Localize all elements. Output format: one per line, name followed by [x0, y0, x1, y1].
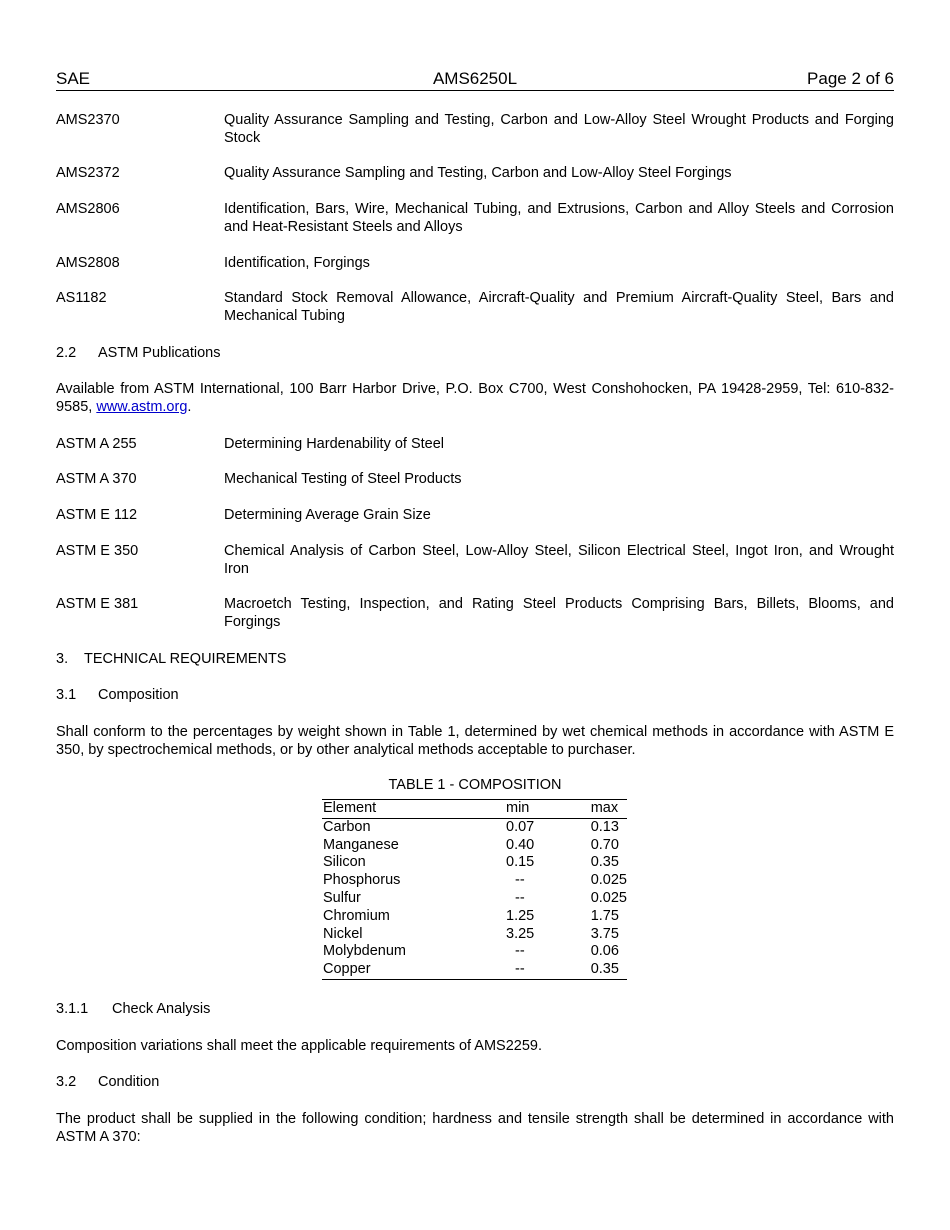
- min-cell: 0.07: [506, 818, 535, 835]
- composition-table: [322, 799, 627, 980]
- section-heading-3-1: [56, 686, 179, 704]
- reference-item: [56, 595, 894, 631]
- max-cell: 0.35: [590, 961, 619, 978]
- reference-title: Standard Stock Removal Allowance, Aircraft-Quality and Premium Aircraft-Quality Steel, Bars and Mechanical Tubing: [224, 290, 894, 324]
- element-cell: Phosphorus: [323, 872, 401, 889]
- reference-item: [56, 111, 894, 147]
- min-cell: 0.40: [506, 836, 535, 853]
- section-title: TECHNICAL REQUIREMENTS: [84, 651, 287, 667]
- reference-title: Determining Hardenability of Steel: [224, 436, 445, 452]
- table-row: [322, 961, 627, 979]
- reference-code: AMS2370: [56, 112, 120, 128]
- element-cell: Manganese: [323, 836, 399, 853]
- max-cell: 0.13: [590, 818, 619, 835]
- reference-title: Quality Assurance Sampling and Testing, Carbon and Low-Alloy Steel Wrought Products and Forging Stock: [224, 112, 894, 146]
- section-heading-2-2: [56, 344, 221, 362]
- check-analysis-paragraph: Composition variations shall meet the applicable requirements of AMS2259.: [56, 1038, 543, 1054]
- section-number: 3.: [56, 651, 69, 667]
- reference-title: Identification, Bars, Wire, Mechanical Tubing, and Extrusions, Carbon and Alloy Steels and Corrosion and Heat-Resistant Steels and Alloys: [224, 201, 894, 235]
- section-number: 3.2: [56, 1074, 77, 1090]
- table-row: [322, 872, 627, 890]
- max-cell: 0.06: [590, 943, 619, 960]
- section-title: Composition: [98, 687, 179, 703]
- reference-item: [56, 289, 894, 325]
- reference-code: AMS2806: [56, 201, 120, 217]
- astm-website-link[interactable]: www.astm.org: [96, 399, 188, 415]
- max-cell: 0.025: [590, 872, 627, 889]
- table-row: [322, 837, 627, 855]
- astm-address-text: Available from ASTM International, 100 Barr Harbor Drive, P.O. Box C700, West Conshohocken, PA 19428-2959, Tel: 610-832-9585,: [56, 381, 894, 415]
- table-row: [322, 926, 627, 944]
- reference-item: [56, 254, 894, 272]
- column-header-max: max: [591, 800, 627, 819]
- element-cell: Copper: [323, 961, 371, 978]
- table-row: [322, 908, 627, 926]
- reference-code: ASTM E 381: [56, 596, 139, 612]
- max-cell: 0.025: [590, 889, 627, 906]
- element-cell: Chromium: [323, 907, 390, 924]
- table-row: [322, 818, 627, 836]
- min-cell: --: [515, 872, 525, 889]
- section-heading-3-2: [56, 1073, 159, 1091]
- astm-address-tail: .: [187, 399, 192, 415]
- section-title: Condition: [98, 1074, 160, 1090]
- header-org: SAE: [56, 69, 91, 88]
- element-cell: Carbon: [323, 818, 371, 835]
- reference-code: ASTM E 350: [56, 543, 139, 559]
- max-cell: 3.75: [590, 925, 619, 942]
- section-heading-3-1-1: [56, 1000, 210, 1018]
- header-doc-number: AMS6250L: [432, 69, 518, 88]
- max-cell: 1.75: [590, 907, 619, 924]
- element-cell: Nickel: [323, 925, 363, 942]
- reference-code: ASTM A 370: [56, 471, 137, 487]
- reference-item: [56, 200, 894, 236]
- reference-item: [56, 542, 894, 578]
- min-cell: --: [515, 889, 525, 906]
- table-header-row: [322, 800, 627, 819]
- reference-title: Chemical Analysis of Carbon Steel, Low-Alloy Steel, Silicon Electrical Steel, Ingot Iron, and Wrought Iron: [224, 543, 894, 577]
- section-number: 2.2: [56, 345, 77, 361]
- reference-title: Determining Average Grain Size: [224, 507, 431, 523]
- reference-item: [56, 506, 894, 524]
- reference-title: Quality Assurance Sampling and Testing, Carbon and Low-Alloy Steel Forgings: [224, 165, 732, 181]
- section-number: 3.1: [56, 687, 77, 703]
- page-header: [56, 68, 894, 91]
- element-cell: Silicon: [323, 854, 366, 871]
- reference-code: ASTM A 255: [56, 436, 137, 452]
- reference-code: AMS2808: [56, 255, 120, 271]
- min-cell: 1.25: [506, 907, 535, 924]
- reference-code: ASTM E 112: [56, 507, 138, 523]
- section-number: 3.1.1: [56, 1001, 89, 1017]
- min-cell: --: [515, 943, 525, 960]
- reference-code: AMS2372: [56, 165, 120, 181]
- column-header-element: Element: [322, 800, 504, 819]
- table-row: [322, 854, 627, 872]
- astm-availability-paragraph: [56, 380, 894, 416]
- reference-code: AS1182: [56, 290, 107, 306]
- reference-item: [56, 470, 894, 488]
- section-title: ASTM Publications: [98, 345, 221, 361]
- condition-paragraph: The product shall be supplied in the following condition; hardness and tensile strength shall be determined in accordance with ASTM A 370:: [56, 1111, 894, 1145]
- element-cell: Sulfur: [323, 889, 361, 906]
- reference-title: Macroetch Testing, Inspection, and Rating Steel Products Comprising Bars, Billets, Blooms, and Forgings: [224, 596, 894, 630]
- section-heading-3: [56, 650, 286, 668]
- min-cell: 0.15: [506, 854, 535, 871]
- reference-title: Identification, Forgings: [224, 255, 370, 271]
- column-header-min: min: [504, 800, 591, 819]
- composition-paragraph: Shall conform to the percentages by weight shown in Table 1, determined by wet chemical methods in accordance with ASTM E 350, by spectrochemical methods, or by other analytical methods acceptable to purchaser.: [56, 724, 894, 758]
- table-title: TABLE 1 - COMPOSITION: [388, 777, 562, 793]
- max-cell: 0.35: [590, 854, 619, 871]
- max-cell: 0.70: [590, 836, 619, 853]
- table-row: [322, 943, 627, 961]
- min-cell: --: [515, 961, 525, 978]
- section-title: Check Analysis: [112, 1001, 211, 1017]
- element-cell: Molybdenum: [323, 943, 407, 960]
- header-page-number: Page 2 of 6: [807, 69, 894, 88]
- reference-item: [56, 164, 894, 182]
- min-cell: 3.25: [506, 925, 535, 942]
- reference-title: Mechanical Testing of Steel Products: [224, 471, 462, 487]
- table-row: [322, 890, 627, 908]
- reference-item: [56, 435, 894, 453]
